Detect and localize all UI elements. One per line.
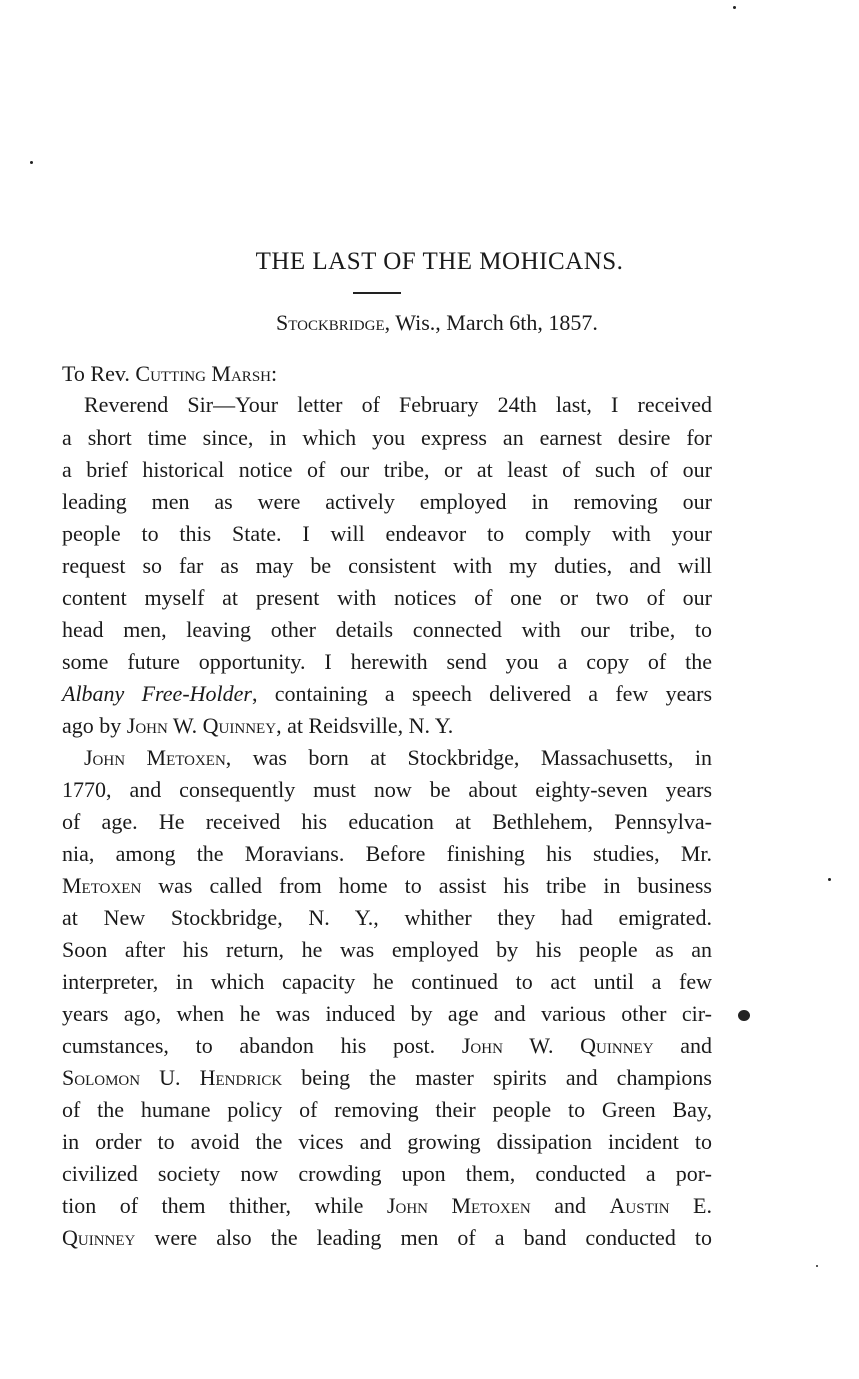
person-name: John W. Quinney bbox=[461, 1033, 654, 1058]
text-line bbox=[62, 713, 712, 739]
text-line bbox=[62, 1033, 712, 1059]
dateline-rest: , Wis., March 6th, 1857. bbox=[384, 310, 598, 335]
text-line: of the humane policy of removing their people to Green Bay, bbox=[62, 1097, 712, 1122]
text-line: leading men as were actively employed in removing our bbox=[62, 489, 712, 514]
person-name: Solomon U. Hendrick bbox=[62, 1065, 283, 1090]
text-line bbox=[84, 745, 712, 771]
ink-speck bbox=[816, 1265, 818, 1267]
text-line bbox=[62, 1193, 712, 1219]
salutation-prefix: To Rev. bbox=[62, 361, 136, 386]
person-name: John Metoxen bbox=[386, 1193, 531, 1218]
text-line: people to this State. I will endeavor to comply with your bbox=[62, 521, 712, 546]
ink-speck bbox=[30, 161, 33, 164]
text-line: years ago, when he was induced by age and various other cir- bbox=[62, 1001, 712, 1026]
text-line: interpreter, in which capacity he continued to act until a few bbox=[62, 969, 712, 994]
text-span: tion of them thither, while bbox=[62, 1193, 387, 1218]
ink-speck bbox=[733, 6, 736, 9]
ink-speck bbox=[828, 878, 831, 881]
person-name: Metoxen bbox=[62, 873, 142, 898]
text-line bbox=[62, 681, 712, 707]
text-span: , at Reidsville, N. Y. bbox=[276, 713, 454, 738]
text-line: of age. He received his education at Bethlehem, Pennsylva- bbox=[62, 809, 712, 834]
text-span: , was born at Stockbridge, Massachusetts, in bbox=[225, 745, 712, 770]
person-name: John Metoxen bbox=[84, 745, 226, 770]
person-name: Quinney bbox=[62, 1225, 136, 1250]
text-line: a brief historical notice of our tribe, or at least of such of our bbox=[62, 457, 712, 482]
text-span: cumstances, to abandon his post. bbox=[62, 1033, 462, 1058]
text-line bbox=[62, 873, 712, 899]
title-rule bbox=[353, 292, 401, 294]
text-line: head men, leaving other details connected with our tribe, to bbox=[62, 617, 712, 642]
text-line bbox=[62, 1225, 712, 1251]
text-line: at New Stockbridge, N. Y., whither they had emigrated. bbox=[62, 905, 712, 930]
periodical-title: Albany Free-Holder bbox=[62, 681, 252, 706]
text-span: being the master spirits and champions bbox=[282, 1065, 712, 1090]
ink-blot bbox=[738, 1010, 750, 1021]
text-line: civilized society now crowding upon them, conducted a por- bbox=[62, 1161, 712, 1186]
text-line: Reverend Sir—Your letter of February 24th last, I received bbox=[84, 392, 712, 417]
person-name: Austin E. bbox=[609, 1193, 712, 1218]
chapter-title: THE LAST OF THE MOHICANS. bbox=[255, 248, 624, 275]
text-line: request so far as may be consistent with my duties, and will bbox=[62, 553, 712, 578]
text-span: were also the leading men of a band conducted to bbox=[135, 1225, 712, 1250]
salutation-suffix: : bbox=[271, 361, 278, 386]
text-line bbox=[62, 1065, 712, 1091]
dateline bbox=[276, 310, 598, 336]
salutation-name: Cutting Marsh bbox=[135, 361, 271, 386]
person-name: John W. Quinney bbox=[126, 713, 277, 738]
dateline-place: Stockbridge bbox=[276, 310, 385, 335]
text-line: some future opportunity. I herewith send you a copy of the bbox=[62, 649, 712, 674]
text-span: and bbox=[530, 1193, 610, 1218]
text-span: was called from home to assist his tribe in business bbox=[141, 873, 712, 898]
text-span: and bbox=[653, 1033, 712, 1058]
text-span: ago by bbox=[62, 713, 127, 738]
salutation bbox=[62, 361, 277, 387]
text-line: Soon after his return, he was employed by his people as an bbox=[62, 937, 712, 962]
text-line: content myself at present with notices of one or two of our bbox=[62, 585, 712, 610]
text-line: in order to avoid the vices and growing dissipation incident to bbox=[62, 1129, 712, 1154]
text-line: 1770, and consequently must now be about eighty-seven years bbox=[62, 777, 712, 802]
text-line: a short time since, in which you express an earnest desire for bbox=[62, 425, 712, 450]
text-span: , containing a speech delivered a few years bbox=[251, 681, 712, 706]
text-line: nia, among the Moravians. Before finishing his studies, Mr. bbox=[62, 841, 712, 866]
